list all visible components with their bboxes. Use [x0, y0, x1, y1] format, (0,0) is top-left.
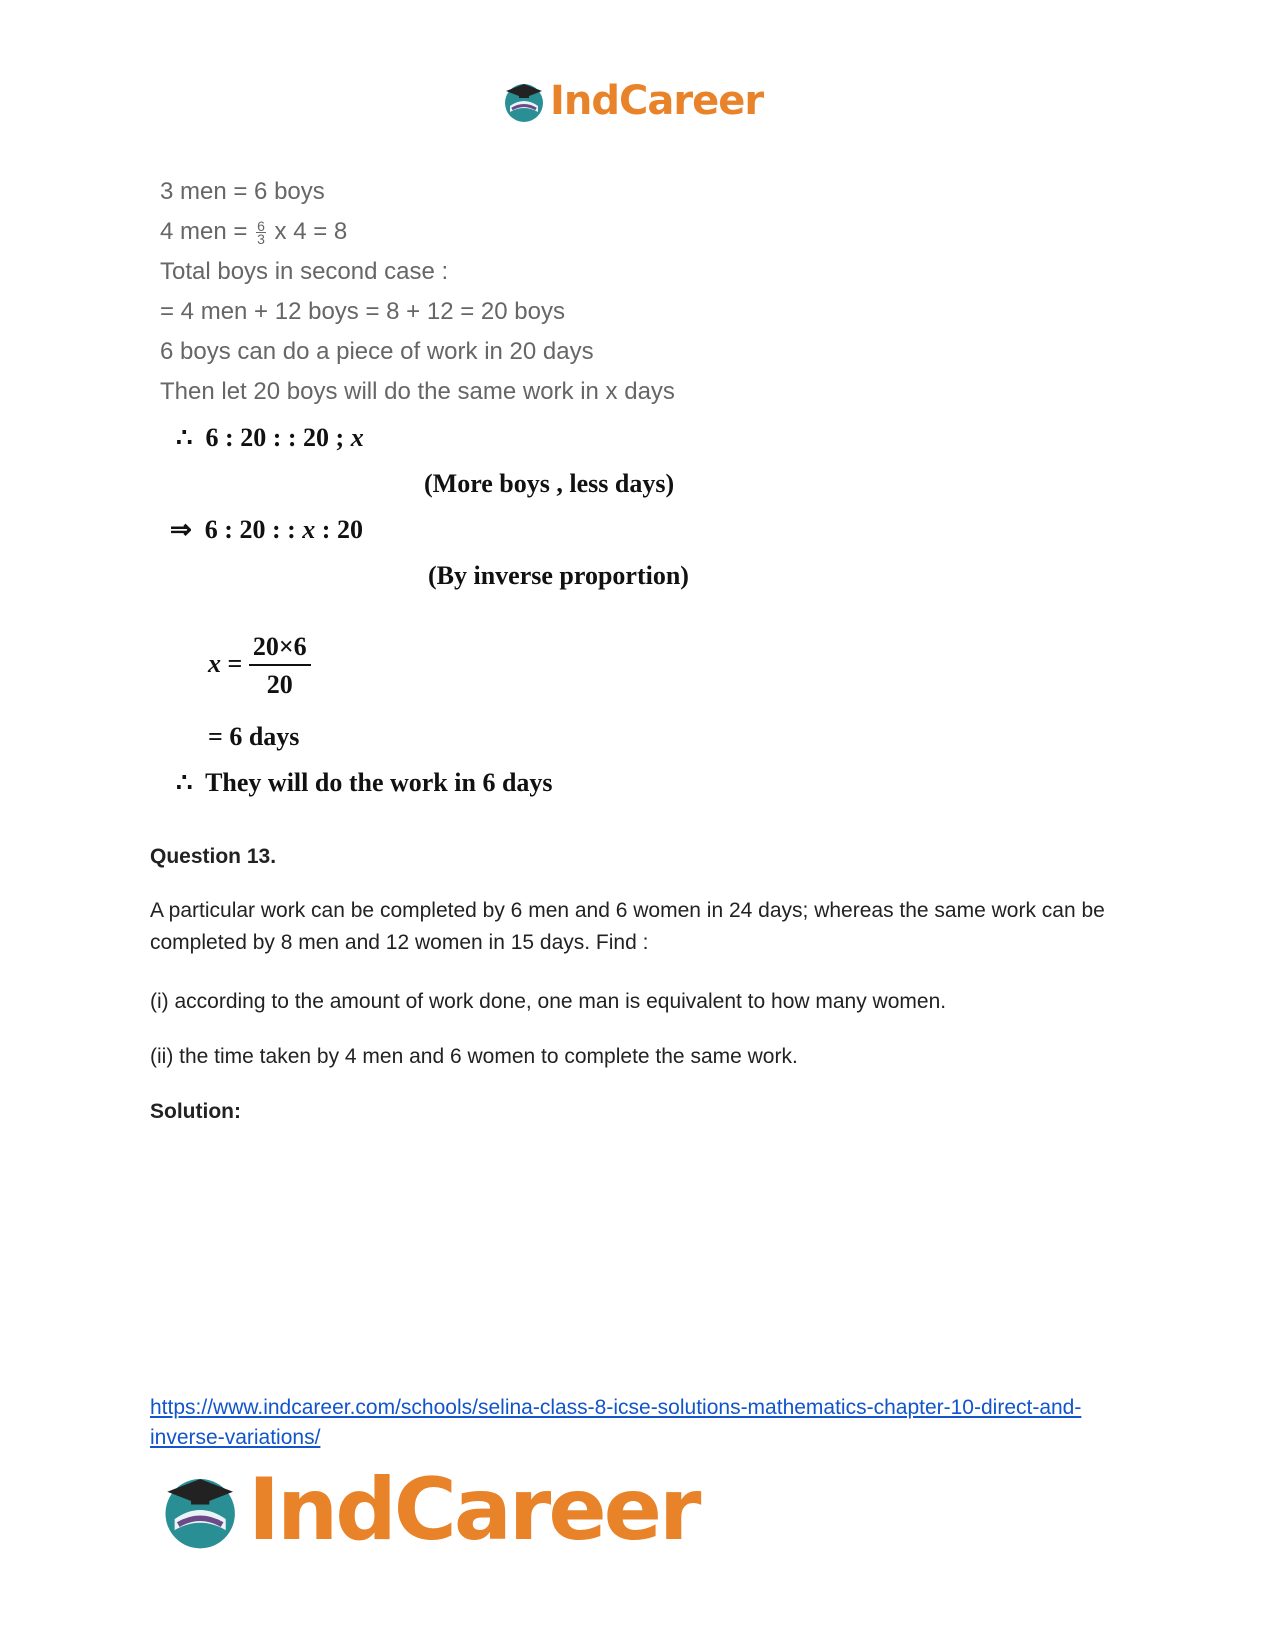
solution-line-part: x 4 = 8	[274, 218, 348, 245]
conclusion-line	[176, 768, 553, 798]
proportion-text: : 20	[315, 515, 363, 544]
fraction	[256, 218, 266, 248]
graduation-globe-icon	[160, 1468, 244, 1552]
proportion-text: 6 : 20 : :	[204, 515, 303, 544]
variable-x: x	[302, 515, 316, 544]
conclusion-text: They will do the work in 6 days	[205, 768, 553, 797]
solution-line: 6 boys can do a piece of work in 20 days	[160, 338, 594, 365]
proportion-line-2	[170, 515, 363, 545]
solution-line: = 4 men + 12 boys = 8 + 12 = 20 boys	[160, 298, 565, 325]
question-part-ii: (ii) the time taken by 4 men and 6 women to complete the same work.	[150, 1045, 798, 1068]
variable-x: x	[208, 648, 221, 678]
question-title: Question 13.	[150, 845, 277, 868]
therefore-symbol: ∴	[176, 423, 193, 452]
note-more-boys: (More boys , less days)	[424, 469, 675, 498]
question-part-i: (i) according to the amount of work done, one man is equivalent to how many women.	[150, 990, 947, 1013]
fraction-denominator: 3	[257, 231, 265, 248]
fraction-denominator: 20	[266, 670, 293, 699]
source-link[interactable]: https://www.indcareer.com/schools/selina-class-8-icse-solutions-mathematics-chapter-10-direct-and-inverse-variations/	[150, 1396, 1082, 1449]
solution-label: Solution:	[150, 1100, 241, 1123]
header-logo	[502, 78, 763, 124]
result-line: = 6 days	[208, 722, 300, 751]
solution-line-part: 4 men =	[160, 218, 255, 245]
footer-logo	[160, 1460, 699, 1560]
solution-line: Total boys in second case :	[160, 258, 449, 285]
implies-symbol: ⇒	[170, 515, 192, 544]
proportion-text: 6 : 20 : : 20 ;	[205, 423, 351, 452]
graduation-globe-icon	[502, 78, 548, 124]
equation-fraction	[249, 632, 311, 700]
solution-line: 3 men = 6 boys	[160, 178, 325, 205]
proportion-line-1	[176, 423, 364, 453]
logo-wordmark: IndCareer	[248, 1460, 699, 1560]
solution-line: Then let 20 boys will do the same work in x days	[160, 378, 675, 405]
fraction-numerator: 6	[257, 218, 265, 235]
solution-line-fraction	[160, 218, 347, 246]
equation-x	[208, 632, 311, 700]
question-text: A particular work can be completed by 6 men and 6 women in 24 days; whereas the same work can be completed by 8 men and 12 women in 15 days. Find :	[150, 899, 1105, 954]
logo-wordmark: IndCareer	[550, 78, 764, 124]
variable-x: x	[350, 423, 364, 452]
note-inverse-proportion: (By inverse proportion)	[428, 561, 689, 590]
equals-sign: =	[227, 648, 243, 678]
fraction-numerator: 20×6	[249, 632, 311, 666]
therefore-symbol: ∴	[176, 768, 193, 797]
